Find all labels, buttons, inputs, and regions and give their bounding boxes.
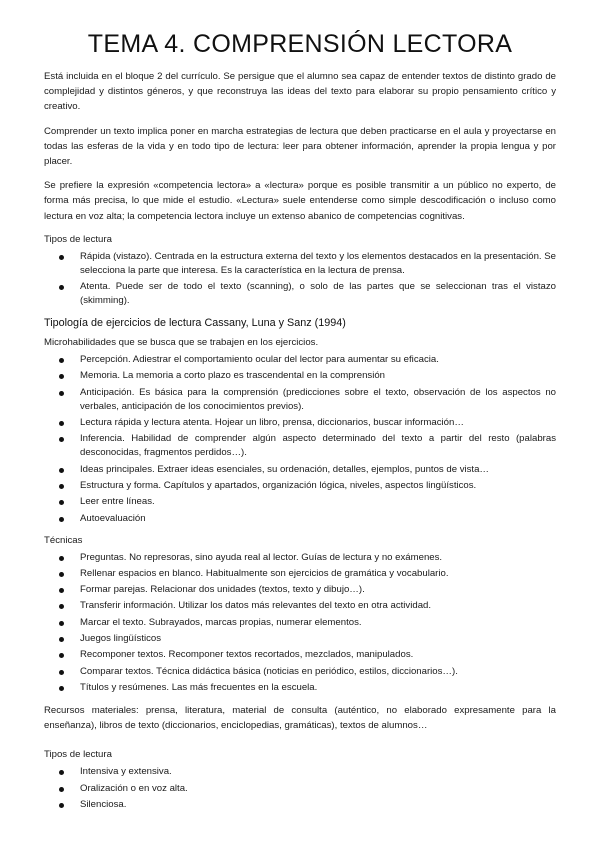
techniques-heading: Técnicas <box>44 534 83 546</box>
list-item: Percepción. Adiestrar el comportamiento ocular del lector para aumentar su eficacia. <box>44 353 556 367</box>
microskills-list <box>44 353 556 525</box>
reading-types-list <box>44 250 556 308</box>
list-item: Recomponer textos. Recomponer textos recortados, mezclados, manipulados. <box>44 648 556 662</box>
list-item: Intensiva y extensiva. <box>44 765 556 779</box>
techniques-list <box>44 551 556 695</box>
typology-section-title: Tipología de ejercicios de lectura Cassany, Luna y Sanz (1994) <box>44 317 346 330</box>
bullet-icon <box>59 604 64 609</box>
bullet-icon <box>59 803 64 808</box>
bullet-icon <box>59 500 64 505</box>
bullet-icon <box>59 588 64 593</box>
bullet-icon <box>59 517 64 522</box>
bullet-icon <box>59 637 64 642</box>
list-item: Comparar textos. Técnica didáctica básica (noticias en periódico, estilos, diccionarios…). <box>44 665 556 679</box>
list-item: Juegos lingüísticos <box>44 632 556 646</box>
list-item: Atenta. Puede ser de todo el texto (scanning), o solo de las partes que se seleccionan tras el vistazo (skimming). <box>44 280 556 308</box>
reading-types-heading: Tipos de lectura <box>44 233 112 245</box>
bullet-icon <box>59 437 64 442</box>
bullet-icon <box>59 374 64 379</box>
bullet-icon <box>59 468 64 473</box>
intro-paragraph: Comprender un texto implica poner en marcha estrategias de lectura que deben practicarse en el aula y proyectarse en todas las esferas de la vida y en todo tipo de lectura: leer para obtener información, aprender la propia lengua y por placer. <box>44 125 556 168</box>
list-item: Rápida (vistazo). Centrada en la estructura externa del texto y los elementos destacados en la presentación. Se selecciona la parte que interesa. Es la característica en la lectura de prensa. <box>44 250 556 278</box>
bullet-icon <box>59 621 64 626</box>
list-item: Títulos y resúmenes. Las más frecuentes en la escuela. <box>44 681 556 695</box>
bullet-icon <box>59 391 64 396</box>
bullet-icon <box>59 787 64 792</box>
list-item: Transferir información. Utilizar los datos más relevantes del texto en otra actividad. <box>44 599 556 613</box>
bullet-icon <box>59 572 64 577</box>
list-item: Preguntas. No represoras, sino ayuda real al lector. Guías de lectura y no exámenes. <box>44 551 556 565</box>
document-page <box>44 30 556 820</box>
list-item: Inferencia. Habilidad de comprender algún aspecto determinado del texto a partir del resto (palabras desconocidas, fragmentos perdidos…). <box>44 432 556 460</box>
microskills-intro: Microhabilidades que se busca que se trabajen en los ejercicios. <box>44 337 319 349</box>
list-item: Autoevaluación <box>44 512 556 526</box>
intro-paragraph: Se prefiere la expresión «competencia lectora» a «lectura» porque es posible transmitir a un público no experto, de forma más precisa, lo que mide el estudio. «Lectura» suele entenderse como simple descodificación o incluso como lectura en voz alta; la competencia lectora incluye un extenso abanico de competencias cognitivas. <box>44 180 556 222</box>
reading-types-heading-2: Tipos de lectura <box>44 749 112 761</box>
list-item: Ideas principales. Extraer ideas esenciales, su ordenación, detalles, ejemplos, puntos de vista… <box>44 463 556 477</box>
bullet-icon <box>59 255 64 260</box>
bullet-icon <box>59 285 64 290</box>
page-title: TEMA 4. COMPRENSIÓN LECTORA <box>87 30 513 58</box>
list-item: Oralización o en voz alta. <box>44 782 556 796</box>
bullet-icon <box>59 653 64 658</box>
bullet-icon <box>59 556 64 561</box>
list-item: Marcar el texto. Subrayados, marcas propias, numerar elementos. <box>44 616 556 630</box>
resources-paragraph: Recursos materiales: prensa, literatura, material de consulta (auténtico, no elaborado expresamente para la enseñanza), libros de texto (diccionarios, enciclopedias, gramáticas), textos de alumnos… <box>44 704 556 732</box>
bullet-icon <box>59 770 64 775</box>
reading-types-list-2 <box>44 765 556 812</box>
list-item: Anticipación. Es básica para la comprensión (predicciones sobre el texto, observación de los aspectos no verbales, anticipación de los conocimientos previos). <box>44 386 556 414</box>
bullet-icon <box>59 686 64 691</box>
list-item: Silenciosa. <box>44 798 556 812</box>
list-item: Memoria. La memoria a corto plazo es trascendental en la comprensión <box>44 369 556 383</box>
list-item: Rellenar espacios en blanco. Habitualmente son ejercicios de gramática y vocabulario. <box>44 567 556 581</box>
list-item: Leer entre líneas. <box>44 495 556 509</box>
intro-paragraph: Está incluida en el bloque 2 del currículo. Se persigue que el alumno sea capaz de entender textos de distinto grado de complejidad y distintos géneros, y que reconstruya las ideas del texto para elaborar su propio pensamiento crítico y creativo. <box>44 71 556 113</box>
bullet-icon <box>59 421 64 426</box>
list-item: Formar parejas. Relacionar dos unidades (textos, texto y dibujo…). <box>44 583 556 597</box>
list-item: Estructura y forma. Capítulos y apartados, organización lógica, niveles, aspectos lingüísticos. <box>44 479 556 493</box>
bullet-icon <box>59 358 64 363</box>
bullet-icon <box>59 670 64 675</box>
list-item: Lectura rápida y lectura atenta. Hojear un libro, prensa, diccionarios, buscar información… <box>44 416 556 430</box>
bullet-icon <box>59 484 64 489</box>
